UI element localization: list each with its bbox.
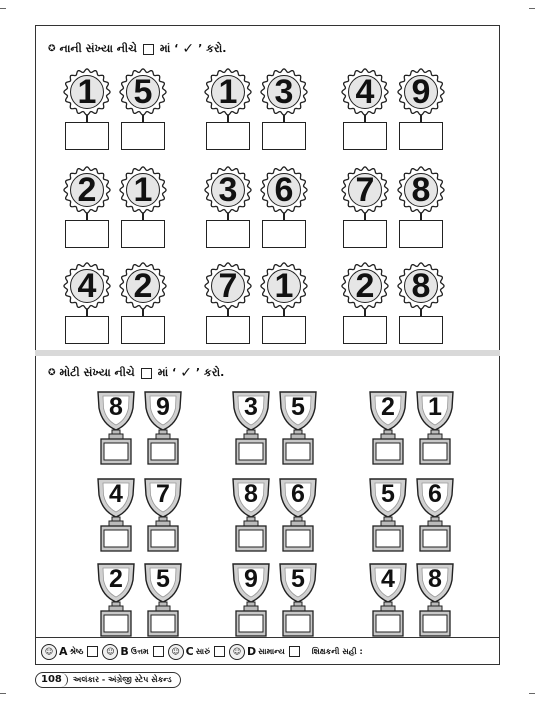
section2-instruction bbox=[48, 365, 224, 381]
number-badge bbox=[260, 262, 308, 310]
number-badge bbox=[260, 166, 308, 214]
answer-box[interactable] bbox=[262, 122, 306, 150]
answer-box[interactable] bbox=[121, 220, 165, 248]
trophy-number: 6 bbox=[291, 480, 305, 508]
number-badge bbox=[341, 166, 389, 214]
answer-box[interactable] bbox=[286, 615, 310, 632]
grade-label: ઉત્તમ bbox=[130, 646, 149, 656]
grade-label: સારું bbox=[195, 646, 211, 656]
number-trophy bbox=[95, 477, 137, 553]
number-badge bbox=[119, 166, 167, 214]
number-trophy bbox=[142, 390, 184, 466]
badge-number: 9 bbox=[411, 73, 431, 111]
grade-a-checkbox[interactable] bbox=[87, 646, 98, 657]
badge-number: 2 bbox=[77, 171, 97, 209]
answer-box[interactable] bbox=[151, 443, 175, 460]
grading-footer bbox=[35, 637, 500, 665]
badge-number: 1 bbox=[274, 267, 294, 305]
answer-box[interactable] bbox=[286, 443, 310, 460]
trophy-number: 6 bbox=[428, 480, 442, 508]
badge-number: 1 bbox=[218, 73, 238, 111]
section1-instruction-mid: માં ‘ bbox=[159, 42, 179, 55]
trophy-number: 3 bbox=[244, 393, 258, 421]
answer-box[interactable] bbox=[399, 122, 443, 150]
number-badge bbox=[204, 166, 252, 214]
trophy-number: 8 bbox=[109, 393, 123, 421]
sample-box-icon bbox=[143, 44, 154, 55]
number-trophy bbox=[230, 390, 272, 466]
sample-box-icon bbox=[141, 368, 152, 379]
trophy-number: 1 bbox=[428, 393, 442, 421]
number-trophy bbox=[414, 390, 456, 466]
number-trophy bbox=[367, 390, 409, 466]
bullet-icon: ✪ bbox=[48, 44, 56, 54]
answer-box[interactable] bbox=[151, 530, 175, 547]
teacher-signature-label: શિક્ષકની સહી : bbox=[311, 646, 363, 656]
badge-number: 5 bbox=[133, 73, 153, 111]
answer-box[interactable] bbox=[423, 615, 447, 632]
answer-box[interactable] bbox=[343, 316, 387, 344]
trophy-number: 8 bbox=[244, 480, 258, 508]
trophy-number: 5 bbox=[381, 480, 395, 508]
badge-number: 1 bbox=[133, 171, 153, 209]
number-badge bbox=[397, 262, 445, 310]
trophy-number: 4 bbox=[381, 565, 395, 593]
number-trophy bbox=[414, 477, 456, 553]
badge-number: 1 bbox=[77, 73, 97, 111]
smiley-face-icon: ☺ bbox=[229, 644, 245, 660]
crop-mark bbox=[0, 693, 6, 694]
smiley-face-icon: ☺ bbox=[102, 644, 118, 660]
badge-number: 7 bbox=[355, 171, 375, 209]
grade-c-checkbox[interactable] bbox=[214, 646, 225, 657]
badge-number: 4 bbox=[77, 267, 97, 305]
crop-mark bbox=[529, 693, 535, 694]
badge-number: 3 bbox=[218, 171, 238, 209]
number-badge bbox=[260, 68, 308, 116]
trophy-number: 7 bbox=[156, 480, 170, 508]
section1-instruction-post: ’ કરો. bbox=[198, 42, 227, 55]
grade-c bbox=[168, 644, 225, 660]
badge-number: 4 bbox=[355, 73, 375, 111]
answer-box[interactable] bbox=[206, 316, 250, 344]
number-trophy bbox=[142, 562, 184, 638]
answer-box[interactable] bbox=[423, 443, 447, 460]
answer-box[interactable] bbox=[286, 530, 310, 547]
answer-box[interactable] bbox=[65, 220, 109, 248]
badge-number: 7 bbox=[218, 267, 238, 305]
answer-box[interactable] bbox=[206, 122, 250, 150]
badge-number: 6 bbox=[274, 171, 294, 209]
trophy-number: 9 bbox=[156, 393, 170, 421]
section-divider bbox=[35, 350, 500, 356]
grade-label: શ્રેષ્ઠ bbox=[69, 646, 84, 656]
number-badge bbox=[119, 262, 167, 310]
answer-box[interactable] bbox=[239, 530, 263, 547]
number-badge bbox=[63, 166, 111, 214]
number-trophy bbox=[277, 477, 319, 553]
answer-box[interactable] bbox=[343, 220, 387, 248]
badge-number: 3 bbox=[274, 73, 294, 111]
answer-box[interactable] bbox=[206, 220, 250, 248]
trophy-number: 4 bbox=[109, 480, 123, 508]
trophy-number: 5 bbox=[156, 565, 170, 593]
answer-box[interactable] bbox=[399, 316, 443, 344]
trophy-number: 5 bbox=[291, 565, 305, 593]
book-title: અલંકાર - અંગ્રેજી સ્ટેપ સેકન્ડ bbox=[72, 675, 172, 684]
badge-number: 2 bbox=[355, 267, 375, 305]
trophy-number: 8 bbox=[428, 565, 442, 593]
section2-instruction-post: ’ કરો. bbox=[195, 366, 225, 379]
page-number: 108 bbox=[36, 673, 68, 687]
number-trophy bbox=[95, 390, 137, 466]
answer-box[interactable] bbox=[65, 122, 109, 150]
number-badge bbox=[63, 68, 111, 116]
grade-a bbox=[41, 644, 98, 660]
answer-box[interactable] bbox=[121, 316, 165, 344]
answer-box[interactable] bbox=[343, 122, 387, 150]
number-trophy bbox=[95, 562, 137, 638]
section2-instruction-mid: માં ‘ bbox=[157, 366, 177, 379]
answer-box[interactable] bbox=[262, 316, 306, 344]
grade-letter: B bbox=[120, 645, 129, 658]
badge-number: 8 bbox=[411, 171, 431, 209]
answer-box[interactable] bbox=[151, 615, 175, 632]
answer-box[interactable] bbox=[121, 122, 165, 150]
badge-number: 8 bbox=[411, 267, 431, 305]
number-trophy bbox=[230, 562, 272, 638]
answer-box[interactable] bbox=[65, 316, 109, 344]
section1-instruction-text: નાની સંખ્યા નીચે bbox=[59, 42, 137, 55]
answer-box[interactable] bbox=[399, 220, 443, 248]
number-badge bbox=[397, 68, 445, 116]
number-badge bbox=[397, 166, 445, 214]
grade-letter: D bbox=[247, 645, 257, 658]
grade-letter: C bbox=[185, 645, 194, 658]
number-badge bbox=[204, 262, 252, 310]
number-badge bbox=[63, 262, 111, 310]
answer-box[interactable] bbox=[104, 615, 128, 632]
section1-instruction bbox=[48, 41, 226, 57]
number-badge bbox=[341, 68, 389, 116]
trophy-number: 5 bbox=[291, 393, 305, 421]
grade-b bbox=[102, 644, 163, 660]
badge-number: 2 bbox=[133, 267, 153, 305]
answer-box[interactable] bbox=[376, 615, 400, 632]
check-mark-icon: ✓ bbox=[180, 365, 192, 381]
page-footer bbox=[35, 672, 181, 688]
grade-d bbox=[229, 644, 300, 660]
bullet-icon: ✪ bbox=[48, 368, 56, 378]
grade-letter: A bbox=[59, 645, 68, 658]
grade-d-checkbox[interactable] bbox=[289, 646, 300, 657]
number-trophy bbox=[230, 477, 272, 553]
answer-box[interactable] bbox=[104, 530, 128, 547]
section2-instruction-text: મોટી સંખ્યા નીચે bbox=[59, 366, 135, 379]
smiley-face-icon: ☺ bbox=[41, 644, 57, 660]
number-badge bbox=[119, 68, 167, 116]
number-trophy bbox=[414, 562, 456, 638]
trophy-number: 2 bbox=[381, 393, 395, 421]
number-trophy bbox=[277, 562, 319, 638]
answer-box[interactable] bbox=[376, 443, 400, 460]
number-badge bbox=[341, 262, 389, 310]
answer-box[interactable] bbox=[239, 615, 263, 632]
grade-b-checkbox[interactable] bbox=[153, 646, 164, 657]
answer-box[interactable] bbox=[262, 220, 306, 248]
grade-label: સામાન્ય bbox=[258, 646, 285, 656]
answer-box[interactable] bbox=[239, 443, 263, 460]
number-trophy bbox=[367, 477, 409, 553]
number-trophy bbox=[277, 390, 319, 466]
number-trophy bbox=[142, 477, 184, 553]
check-mark-icon: ✓ bbox=[182, 41, 195, 57]
answer-box[interactable] bbox=[376, 530, 400, 547]
number-trophy bbox=[367, 562, 409, 638]
crop-mark bbox=[529, 8, 535, 9]
number-badge bbox=[204, 68, 252, 116]
smiley-face-icon: ☺ bbox=[168, 644, 184, 660]
trophy-number: 9 bbox=[244, 565, 258, 593]
trophy-number: 2 bbox=[109, 565, 123, 593]
crop-mark bbox=[0, 8, 6, 9]
answer-box[interactable] bbox=[104, 443, 128, 460]
answer-box[interactable] bbox=[423, 530, 447, 547]
